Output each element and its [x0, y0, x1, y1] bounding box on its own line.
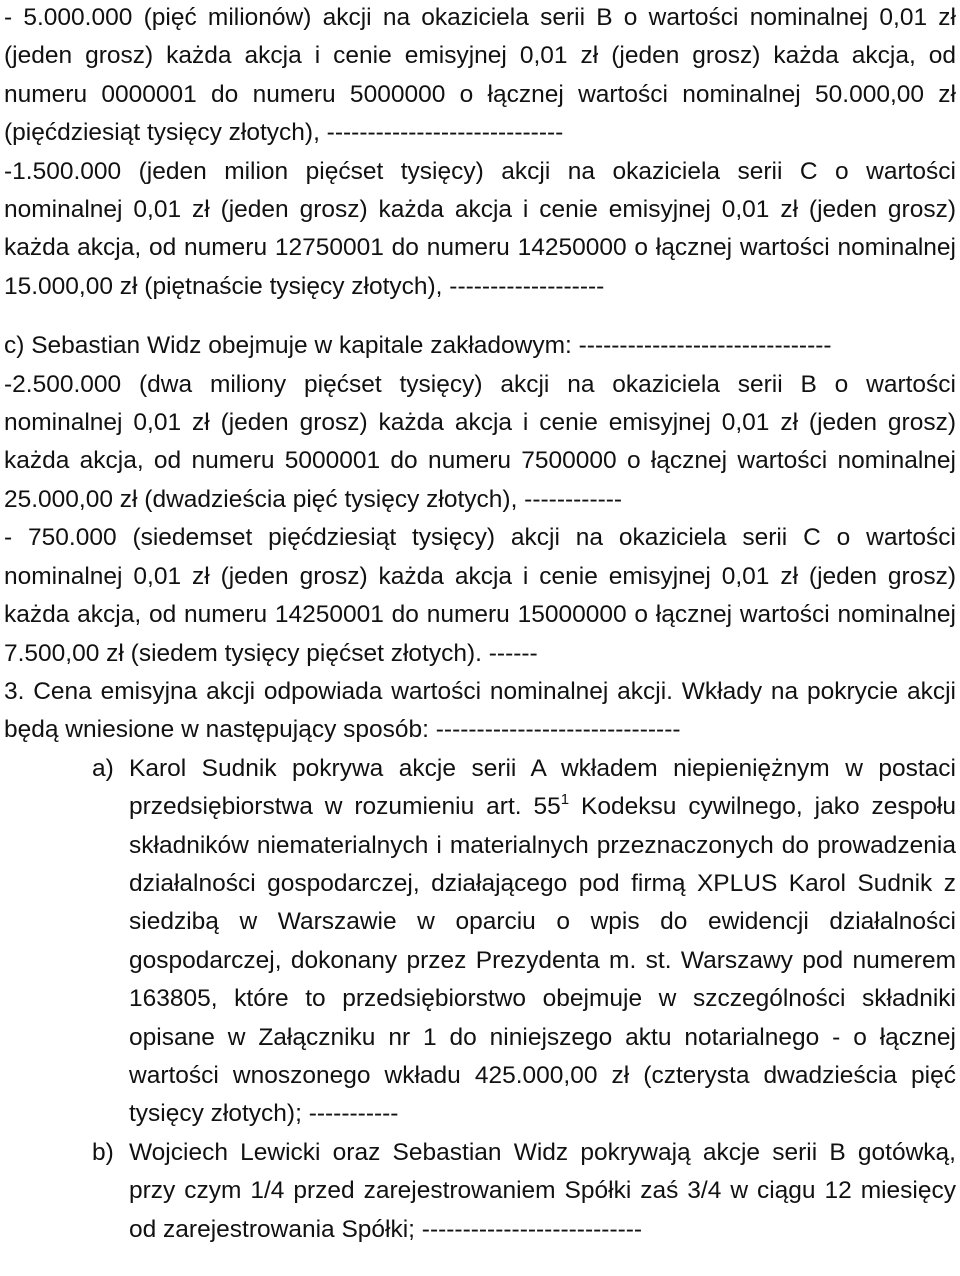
list-marker-a: a)	[92, 754, 114, 782]
paragraph-shares-series-b-1: - 5.000.000 (pięć milionów) akcji na okaziciela serii B o wartości nominalnej 0,01 zł (jeden grosz) każda akcja i cenie emisyjnej 0,01 zł (jeden grosz) każda akcja, od numeru 0000001 do numeru 5000000 o łącznej wartości nominalnej 50.000,00 zł (pięćdziesiąt tysięcy złotych), -----------------------------	[4, 4, 956, 147]
list-item-b	[0, 1134, 960, 1249]
list-item-b-text: Wojciech Lewicki oraz Sebastian Widz pokrywają akcje serii B gotówką, przy czym 1/4 przed zarejestrowaniem Spółki zaś 3/4 w ciągu 12 miesięcy od zarejestrowania Spółki; ---------------------------	[129, 1138, 956, 1243]
superscript-article-index: 1	[560, 791, 570, 809]
list-marker-b: b)	[92, 1138, 114, 1166]
paragraph-issue-price: 3. Cena emisyjna akcji odpowiada wartości nominalnej akcji. Wkłady na pokrycie akcji będą wniesione w następujący sposób: ------------------------------	[4, 677, 956, 744]
paragraph-shares-series-b-2: -2.500.000 (dwa miliony pięćset tysięcy) akcji na okaziciela serii B o wartości nominalnej 0,01 zł (jeden grosz) każda akcja i cenie emisyjnej 0,01 zł (jeden grosz) każda akcja, od numeru 5000001 do numeru 7500000 o łącznej wartości nominalnej 25.000,00 zł (dwadzieścia pięć tysięcy złotych), ------------	[4, 370, 956, 513]
paragraph-shares-series-c-2: - 750.000 (siedemset pięćdziesiąt tysięcy) akcji na okaziciela serii C o wartości nominalnej 0,01 zł (jeden grosz) każda akcja i cenie emisyjnej 0,01 zł (jeden grosz) każda akcja, od numeru 14250001 do numeru 15000000 o łącznej wartości nominalnej 7.500,00 zł (siedem tysięcy pięćset złotych). ------	[4, 524, 956, 667]
list-item-a-text-end: Kodeksu cywilnego, jako zespołu składników niematerialnych i materialnych przeznaczonych do prowadzenia działalności gospodarczej, działającego pod firmą XPLUS Karol Sudnik z siedzibą w Warszawie w oparciu o wpis do ewidencji działalności gospodarczej, dokonany przez Prezydenta m. st. Warszawy pod numerem 163805, które to przedsiębiorstwo obejmuje w szczególności składniki opisane w Załączniku nr 1 do niniejszego aktu notarialnego - o łącznej wartości wnoszonego wkładu 425.000,00 zł (czterysta dwadzieścia pięć tysięcy złotych); -----------	[129, 793, 956, 1128]
paragraph-sebastian-widz-heading: c) Sebastian Widz obejmuje w kapitale zakładowym: -------------------------------	[4, 332, 832, 360]
paragraph-shares-series-c-1: -1.500.000 (jeden milion pięćset tysięcy) akcji na okaziciela serii C o wartości nominalnej 0,01 zł (jeden grosz) każda akcja i cenie emisyjnej 0,01 zł (jeden grosz) każda akcja, od numeru 12750001 do numeru 14250000 o łącznej wartości nominalnej 15.000,00 zł (piętnaście tysięcy złotych), -------------------	[4, 157, 956, 300]
list-item-a-text-start: Karol Sudnik pokrywa akcje serii A wkładem niepieniężnym w postaci przedsiębiorstwa w rozumieniu art. 55	[129, 754, 956, 821]
list-item-a	[0, 750, 960, 1134]
